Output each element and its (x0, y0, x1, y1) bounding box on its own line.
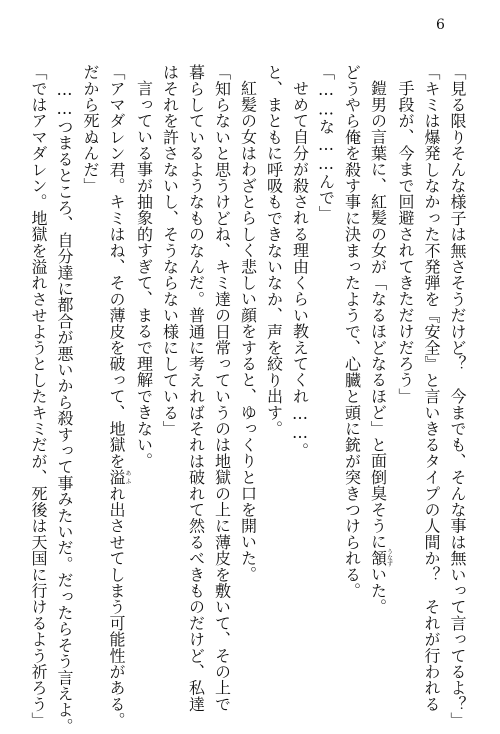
dialogue-line: 「キミは爆発しなかった不発弾を『安全』と言いきるタイプの人間か？ それが行われる (422, 64, 441, 712)
dialogue-line: はそれを許さないし、そうならない様にしている」 (160, 64, 180, 437)
ruby-base: 頷 (368, 548, 388, 567)
dialogue-line: 「ではアマダレン。地獄を溢れさせようとしたキミだが、死後は天国に行けるよう祈ろう」 (29, 64, 48, 729)
ruby-base: 溢 (107, 469, 126, 486)
text-run: 鎧男の言葉に、紅髪の女が「なるほどなるほど」と面倒臭そうに (368, 80, 388, 550)
ruby-word (368, 548, 393, 567)
ruby-word (107, 469, 131, 486)
narration-line: どうやら俺を殺す事に決まったようで、心臓と頭に銃が突きつけられる。 (342, 64, 362, 599)
narration-line (365, 64, 393, 684)
dialogue-line: だから死ぬんだ」 (81, 64, 100, 194)
text-run: 「アマダレン君。キミはね、その薄皮を破って、地獄を (107, 64, 126, 469)
narration-line: ……つまるところ、自分達に都合が悪いから殺すって事みたいだ。だったらそう言えよ。 (55, 80, 74, 734)
narration-line: せめて自分が殺される理由くらい教えてくれ……。 (290, 80, 310, 459)
narration-line: と、まともに呼吸もできないなか、声を絞り出す。 (264, 64, 284, 437)
dialogue-line: 手段が、今まで回避されてきただけだろう」 (396, 80, 415, 404)
page-number: 6 (436, 17, 445, 33)
narration-line: 言っている事が抽象的すぎて、まるで理解できない。 (134, 80, 154, 469)
body-text (25, 64, 470, 734)
dialogue-line: 「……な……んで」 (316, 64, 336, 222)
ruby-reading: うなず (385, 548, 393, 567)
narration-line: 紅髪の女はわざとらしく悲しい顔をすると、ゆっくりと口を開いた。 (238, 80, 258, 583)
dialogue-line (103, 64, 131, 729)
dialogue-line: 「知らないと思うけどね、キミ達の日常っていうのは地獄の上に薄皮を敷いて、その上で (212, 64, 232, 712)
text-run: れ出させてしまう可能性がある。 (107, 485, 126, 729)
ruby-reading: あふ (124, 469, 131, 486)
dialogue-line: 暮らしているようなものなんだ。普通に考えればそれは破れて然るべきものだけど、私達 (186, 64, 206, 712)
text-run: いた。 (368, 566, 388, 615)
dialogue-line: 「見る限りそんな様子は無さそうだけど？ 今までも、そんな事は無いって言ってるよ？」 (448, 64, 467, 729)
